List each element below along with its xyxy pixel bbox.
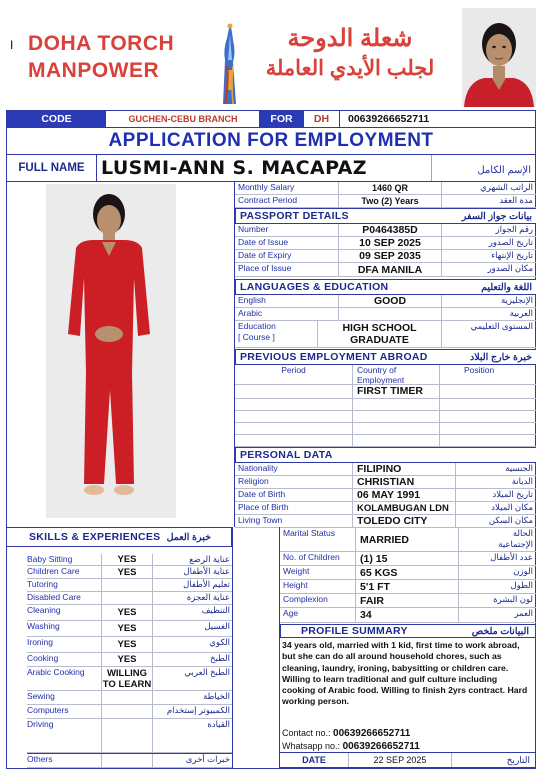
height-label-ar: الطول (510, 580, 533, 590)
country-column-header (352, 365, 440, 384)
skill-value: YES (101, 621, 153, 636)
contact-block (282, 727, 532, 753)
skill-row (27, 637, 232, 653)
personal-row (280, 580, 536, 594)
skill-label-ar: القيادة (207, 719, 230, 729)
personal-row (235, 489, 536, 502)
profile-summary-text: 34 years old, married with 1 kid, first time to work abroad, but she can do all around household chores, such as cleaning, laundry, ironing, babysitting or children care. Willing to learn traditional and gulf culture including cooking of Arabic food. Willing to finish 2yrs contract. Hard working person. (282, 640, 528, 707)
previous-employment-title: PREVIOUS EMPLOYMENT ABROAD (240, 351, 428, 363)
skill-label: Cooking (27, 653, 59, 663)
country-header-line2: Employment (357, 375, 405, 385)
skill-label-ar: عناية الرضع (189, 554, 230, 564)
company-logo-text-en (28, 30, 203, 84)
education-row (235, 321, 536, 348)
arabic-value (338, 308, 442, 320)
date-label: DATE (302, 755, 326, 765)
branch-name: GUCHEN-CEBU BRANCH (107, 111, 260, 127)
country-header-line1: Country of (357, 365, 397, 375)
religion-label: Religion (238, 476, 269, 486)
torch-tower-logo-icon (203, 20, 255, 106)
education-label-ar: المستوى التعليمي (470, 321, 533, 331)
skill-row (27, 719, 232, 753)
language-row (235, 295, 536, 308)
languages-title: LANGUAGES & EDUCATION (240, 281, 389, 293)
contact-line (282, 727, 532, 740)
skill-label-ar: الطبخ (210, 653, 230, 663)
full-name-label-ar: الإسم الكامل (431, 155, 535, 181)
complexion-label-ar: لون البشرة (493, 594, 533, 604)
skills-divider (232, 527, 233, 768)
town-label: Living Town (238, 515, 283, 525)
salary-row (235, 182, 536, 195)
skill-row (27, 621, 232, 637)
nationality-value: FILIPINO (352, 463, 456, 475)
issue-date-label-ar: تاريخ الصدور (488, 237, 533, 247)
full-name-row (6, 154, 536, 182)
skills-section-header (6, 527, 232, 547)
education-value-line1: HIGH SCHOOL (342, 322, 417, 334)
company-logo-text-ar (260, 24, 440, 84)
skill-label-ar: الكمبيوتر إستخدام (166, 705, 230, 715)
skill-label-ar: تعليم الأطفال (183, 579, 230, 589)
skill-label-ar: الخياطة (203, 691, 230, 701)
skill-label: Ironing (27, 637, 53, 647)
age-value: 34 (355, 608, 459, 622)
page-title: APPLICATION FOR EMPLOYMENT (6, 128, 536, 154)
arabic-label-ar: العربية (509, 308, 533, 318)
job-code: DH (304, 111, 340, 127)
skill-value (101, 579, 153, 591)
skill-value: YES (101, 605, 153, 620)
issue-place-label: Place of Issue (238, 263, 292, 273)
weight-label: Weight (283, 566, 310, 576)
skill-value (101, 691, 153, 704)
skill-value (101, 719, 153, 752)
education-label-line2: [ Course ] (238, 332, 275, 342)
company-name-line1: DOHA TORCH (28, 32, 175, 55)
previous-employment-title-ar: خبرة خارج البلاد (469, 351, 532, 363)
skill-label: Others (27, 754, 53, 764)
contact-value: 00639266652711 (333, 728, 411, 739)
contract-label: Contract Period (238, 195, 298, 205)
personal-row (280, 528, 536, 552)
education-label-line1: Education (238, 321, 276, 331)
education-label (235, 321, 317, 347)
previous-employment-row (235, 399, 536, 411)
english-label-ar: الإنجليزية (500, 295, 533, 305)
contract-value: Two (2) Years (338, 195, 442, 207)
skill-value (101, 754, 153, 767)
skill-label: Driving (27, 719, 54, 729)
profile-summary-title: PROFILE SUMMARY (301, 625, 408, 637)
personal-row (280, 594, 536, 608)
salary-label-ar: الراتب الشهري (480, 182, 533, 192)
date-row (280, 752, 536, 768)
passport-title-ar: بيانات جواز السفر (461, 210, 532, 222)
skill-value: YES (101, 653, 153, 666)
personal-row (235, 476, 536, 489)
passport-number-label-ar: رقم الجواز (495, 224, 533, 234)
passport-row (235, 237, 536, 250)
languages-title-ar: اللغة والتعليم (481, 281, 532, 293)
expiry-date-value: 09 SEP 2035 (338, 250, 442, 262)
weight-label-ar: الوزن (513, 566, 533, 576)
personal-row (280, 608, 536, 623)
skill-label-ar: الطبخ العربي (184, 667, 230, 677)
religion-label-ar: الديانة (511, 476, 533, 486)
whatsapp-value: 00639266652711 (342, 741, 420, 752)
contact-label: Contact no.: (282, 728, 331, 738)
dob-value: 06 MAY 1991 (352, 489, 456, 501)
skill-row (27, 653, 232, 667)
passport-row (235, 224, 536, 237)
previous-employment-header-row (235, 365, 536, 385)
skill-label-ar: التنظيف (201, 605, 230, 615)
issue-place-label-ar: مكان الصدور (487, 263, 533, 273)
skill-label: Baby Sitting (27, 554, 73, 564)
english-label: English (238, 295, 266, 305)
children-label: No. of Children (283, 552, 340, 562)
frame-left (6, 154, 7, 768)
skill-row (27, 705, 232, 719)
passport-row (235, 250, 536, 263)
contract-label-ar: مدة العقد (499, 195, 533, 205)
skill-value (101, 592, 153, 604)
children-value: (1) 15 (355, 552, 459, 565)
skill-label: Tutoring (27, 579, 58, 589)
languages-section-header (235, 279, 536, 295)
personal-row (280, 566, 536, 580)
passport-row (235, 263, 536, 277)
frame-bottom (6, 768, 536, 769)
passport-section-header (235, 208, 536, 224)
skill-value: YES (101, 566, 153, 578)
skill-value: WILLING TO LEARN (102, 667, 152, 690)
education-value-line2: GRADUATE (350, 334, 409, 346)
salary-label: Monthly Salary (238, 182, 295, 192)
marital-label-ar-line1: الحالة (512, 528, 533, 538)
top-info-bar (6, 110, 536, 128)
corner-mark: I (10, 38, 14, 52)
personal-data-section-header (235, 447, 536, 463)
previous-employment-row (235, 423, 536, 435)
dob-label-ar: تاريخ الميلاد (492, 489, 533, 499)
whatsapp-label: Whatsapp no.: (282, 741, 341, 751)
personal-row (235, 515, 536, 528)
age-label: Age (283, 608, 299, 618)
arabic-label: Arabic (238, 308, 263, 318)
personal-row (235, 502, 536, 515)
applicant-id-photo (462, 8, 536, 107)
dob-label: Date of Birth (238, 489, 286, 499)
skill-label: Washing (27, 621, 60, 631)
date-value: 22 SEP 2025 (348, 753, 452, 767)
previous-employment-row (235, 385, 536, 399)
full-name-label: FULL NAME (7, 155, 97, 181)
skill-row (27, 691, 232, 705)
issue-date-label: Date of Issue (238, 237, 289, 247)
nationality-label-ar: الجنسية (505, 463, 533, 473)
skill-label: Cleaning (27, 605, 61, 615)
expiry-date-label: Date of Expiry (238, 250, 292, 260)
date-label-ar: التاريخ (506, 754, 530, 765)
skill-row (27, 592, 232, 605)
passport-number-value: P0464385D (338, 224, 442, 236)
skill-value: YES (101, 637, 153, 652)
period-cell (235, 385, 352, 398)
skill-label: Sewing (27, 691, 55, 701)
marital-label: Marital Status (283, 528, 335, 538)
position-cell (440, 385, 536, 398)
applicant-full-body-photo (46, 184, 176, 518)
pob-label-ar: مكان الميلاد (491, 502, 533, 512)
personal-data-title: PERSONAL DATA (240, 449, 333, 461)
salary-value: 1460 QR (338, 182, 442, 194)
height-label: Height (283, 580, 308, 590)
skill-label: Disabled Care (27, 592, 81, 602)
pob-value: KOLAMBUGAN LDN (352, 502, 456, 514)
religion-value: CHRISTIAN (352, 476, 456, 488)
position-column-header: Position (464, 365, 495, 375)
reference-phone: 00639266652711 (340, 111, 535, 127)
profile-summary-header (280, 624, 536, 638)
passport-title: PASSPORT DETAILS (240, 210, 349, 222)
skill-value: YES (101, 554, 153, 565)
skill-value (101, 705, 153, 718)
skill-label: Children Care (27, 566, 80, 576)
skill-label-ar: الغسيل (204, 621, 230, 631)
children-label-ar: عدد الأطفال (490, 552, 533, 562)
country-cell: FIRST TIMER (352, 385, 440, 398)
skill-label: Arabic Cooking (27, 667, 85, 677)
skill-row (27, 605, 232, 621)
marital-value: MARRIED (355, 528, 459, 551)
skill-label: Computers (27, 705, 69, 715)
personal-row (235, 463, 536, 476)
previous-employment-row (235, 411, 536, 423)
pob-label: Place of Birth (238, 502, 289, 512)
expiry-date-label-ar: تاريخ الإنتهاء (491, 250, 533, 260)
for-label: FOR (260, 111, 304, 127)
weight-value: 65 KGS (355, 566, 459, 579)
full-name-value: LUSMI-ANN S. MACAPAZ (101, 157, 367, 179)
skill-label-ar: عناية الأطفال (183, 566, 230, 576)
height-value: 5'1 FT (355, 580, 459, 593)
issue-place-value: DFA MANILA (338, 263, 442, 276)
nationality-label: Nationality (238, 463, 278, 473)
age-label-ar: العمر (514, 608, 533, 618)
personal-row (280, 552, 536, 566)
contract-row (235, 195, 536, 208)
complexion-label: Complexion (283, 594, 328, 604)
town-value: TOLEDO CITY (352, 515, 456, 527)
issue-date-value: 10 SEP 2025 (338, 237, 442, 249)
previous-employment-row (235, 435, 536, 447)
marital-label-ar-line2: الإجتماعية (498, 539, 533, 549)
profile-summary-title-ar: البيانات ملخص (471, 625, 529, 637)
skill-label-ar: الكوي (209, 637, 230, 647)
company-name-line2: MANPOWER (28, 59, 160, 82)
skill-label-ar: خبرات أخرى (185, 754, 230, 764)
skills-title-ar: خبرة العمل (166, 531, 211, 543)
period-column-header: Period (281, 365, 306, 375)
skill-row (27, 667, 232, 691)
skill-label-ar: عناية العجزة (186, 592, 230, 602)
skill-row (27, 554, 232, 566)
complexion-value: FAIR (355, 594, 459, 607)
language-row (235, 308, 536, 321)
passport-number-label: Number (238, 224, 269, 234)
skills-title: SKILLS & EXPERIENCES (29, 531, 161, 543)
town-label-ar: مكان السكن (488, 515, 533, 525)
skill-row (27, 566, 232, 579)
skill-row (27, 579, 232, 592)
company-name-ar-line1: شعلة الدوحة (287, 25, 413, 52)
code-label: CODE (7, 111, 107, 127)
skill-row (27, 753, 232, 768)
company-name-ar-line2: لجلب الأيدي العاملة (265, 57, 435, 80)
education-value (317, 321, 442, 347)
english-value: GOOD (338, 295, 442, 307)
marital-label-ar (459, 528, 536, 551)
previous-employment-section-header (235, 349, 536, 365)
